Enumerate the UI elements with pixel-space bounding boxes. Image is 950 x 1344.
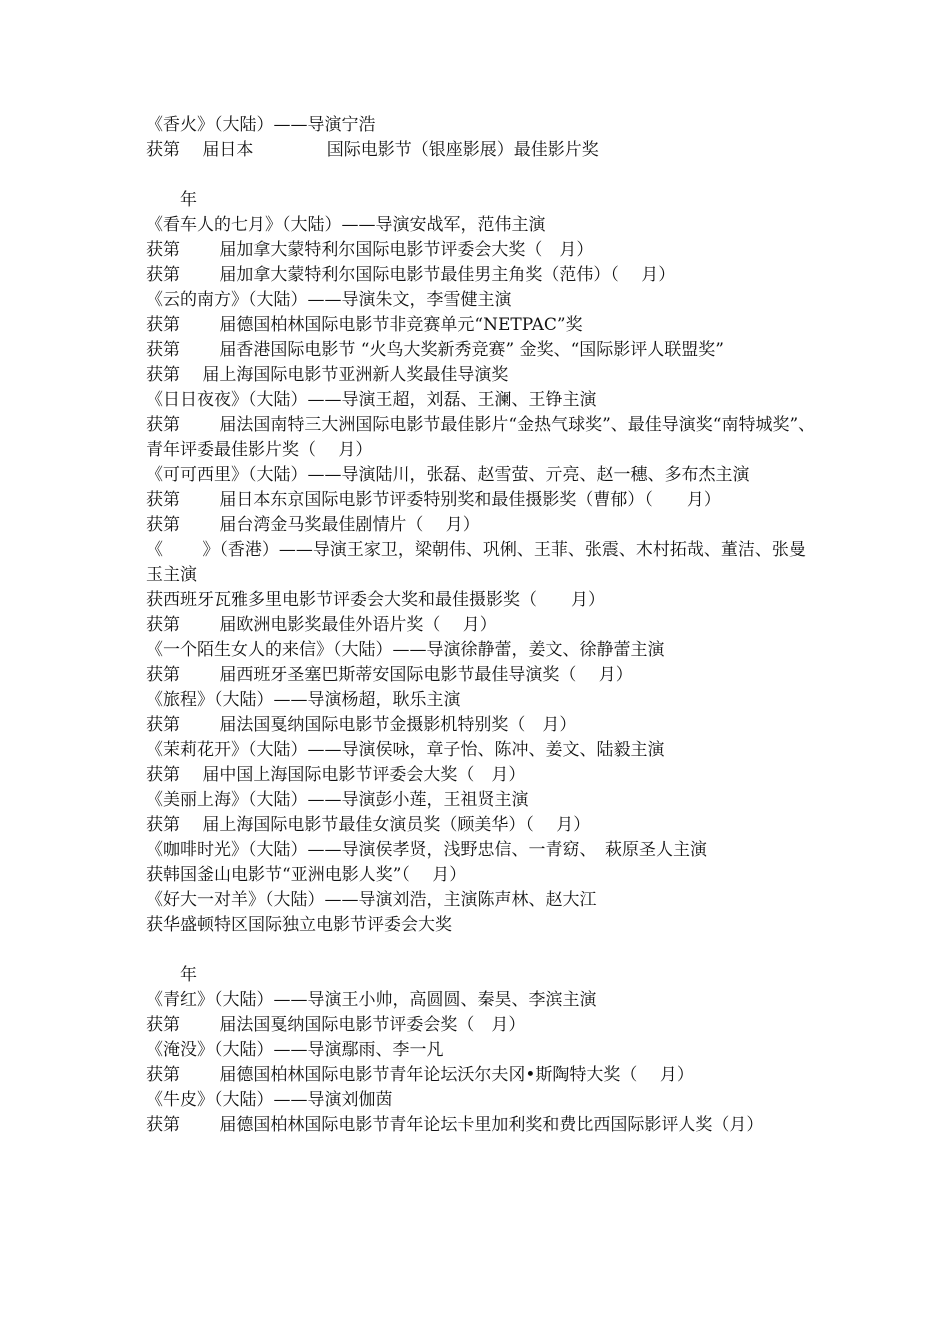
text-line: 获第 届法国戛纳国际电影节评委会奖（ 月） xyxy=(146,1015,526,1035)
text-line: 获第 届西班牙圣塞巴斯蒂安国际电影节最佳导演奖（ 月） xyxy=(146,665,633,685)
text-line: 获第 届欧洲电影奖最佳外语片奖（ 月） xyxy=(146,615,497,635)
document-body xyxy=(146,113,816,1138)
text-line: 《好大一对羊》（大陆）——导演刘浩，主演陈声林、赵大江 xyxy=(146,890,597,910)
text-line: 获西班牙瓦雅多里电影节评委会大奖和最佳摄影奖（ 月） xyxy=(146,590,605,610)
text-line: 获第 届中国上海国际电影节评委会大奖（ 月） xyxy=(146,765,526,785)
text-line: 获华盛顿特区国际独立电影节评委会大奖 xyxy=(146,915,452,935)
text-line: 《茉莉花开》（大陆）——导演侯咏，章子怡、陈冲、姜文、陆毅主演 xyxy=(146,740,665,760)
text-line: 获第 届日本 国际电影节（银座影展）最佳影片奖 xyxy=(146,140,599,160)
text-line: 《看车人的七月》（大陆）——导演安战军，范伟主演 xyxy=(146,215,546,235)
text-line: 《旅程》（大陆）——导演杨超，耿乐主演 xyxy=(146,690,461,710)
blank-line xyxy=(146,938,816,963)
year-heading: 年 xyxy=(146,190,197,210)
text-line: 《日日夜夜》（大陆）——导演王超，刘磊、王澜、王铮主演 xyxy=(146,390,597,410)
text-line: 获第 届上海国际电影节亚洲新人奖最佳导演奖 xyxy=(146,365,509,385)
text-line: 获第 届德国柏林国际电影节青年论坛卡里加利奖和费比西国际影评人奖（月） xyxy=(146,1115,764,1135)
text-line: 《青红》（大陆）——导演王小帅，高圆圆、秦昊、李滨主演 xyxy=(146,990,597,1010)
text-line: 获第 届加拿大蒙特利尔国际电影节评委会大奖（ 月） xyxy=(146,240,594,260)
blank-line xyxy=(146,163,816,188)
text-line: 《云的南方》（大陆）——导演朱文，李雪健主演 xyxy=(146,290,512,310)
text-line: 《 》（香港）——导演王家卫，梁朝伟、巩俐、王菲、张震、木村拓哉、董洁、张曼玉主演 xyxy=(146,540,806,585)
text-line: 获第 届德国柏林国际电影节非竞赛单元“NETPAC”奖 xyxy=(146,315,583,335)
text-line: 获第 届香港国际电影节 “火鸟大奖新秀竞赛” 金奖、“国际影评人联盟奖” xyxy=(146,340,724,360)
text-line: 《牛皮》（大陆）——导演刘伽茵 xyxy=(146,1090,393,1110)
text-line: 《香火》（大陆）——导演宁浩 xyxy=(146,115,376,135)
text-line: 获第 届法国戛纳国际电影节金摄影机特别奖（ 月） xyxy=(146,715,577,735)
year-heading: 年 xyxy=(146,965,197,985)
text-line: 获第 届法国南特三大洲国际电影节最佳影片“金热气球奖”、最佳导演奖“南特城奖”、青年评委最佳影片奖（ 月） xyxy=(146,415,816,460)
text-line: 获韩国釜山电影节“亚洲电影人奖”（ 月） xyxy=(146,865,467,885)
text-line: 《咖啡时光》（大陆）——导演侯孝贤，浅野忠信、一青窈、 萩原圣人主演 xyxy=(146,840,707,860)
text-line: 获第 届加拿大蒙特利尔国际电影节最佳男主角奖（范伟）（ 月） xyxy=(146,265,676,285)
text-line: 《可可西里》（大陆）——导演陆川，张磊、赵雪萤、亓亮、赵一穗、多布杰主演 xyxy=(146,465,750,485)
text-line: 《淹没》（大陆）——导演鄢雨、李一凡 xyxy=(146,1040,444,1060)
text-line: 获第 届上海国际电影节最佳女演员奖（顾美华）（ 月） xyxy=(146,815,591,835)
text-line: 获第 届台湾金马奖最佳剧情片（ 月） xyxy=(146,515,480,535)
text-line: 《美丽上海》（大陆）——导演彭小莲，王祖贤主演 xyxy=(146,790,529,810)
text-line: 获第 届德国柏林国际电影节青年论坛沃尔夫冈•斯陶特大奖（ 月） xyxy=(146,1065,694,1085)
text-line: 获第 届日本东京国际电影节评委特别奖和最佳摄影奖（曹郁）（ 月） xyxy=(146,490,721,510)
text-line: 《一个陌生女人的来信》（大陆）——导演徐静蕾，姜文、徐静蕾主演 xyxy=(146,640,665,660)
